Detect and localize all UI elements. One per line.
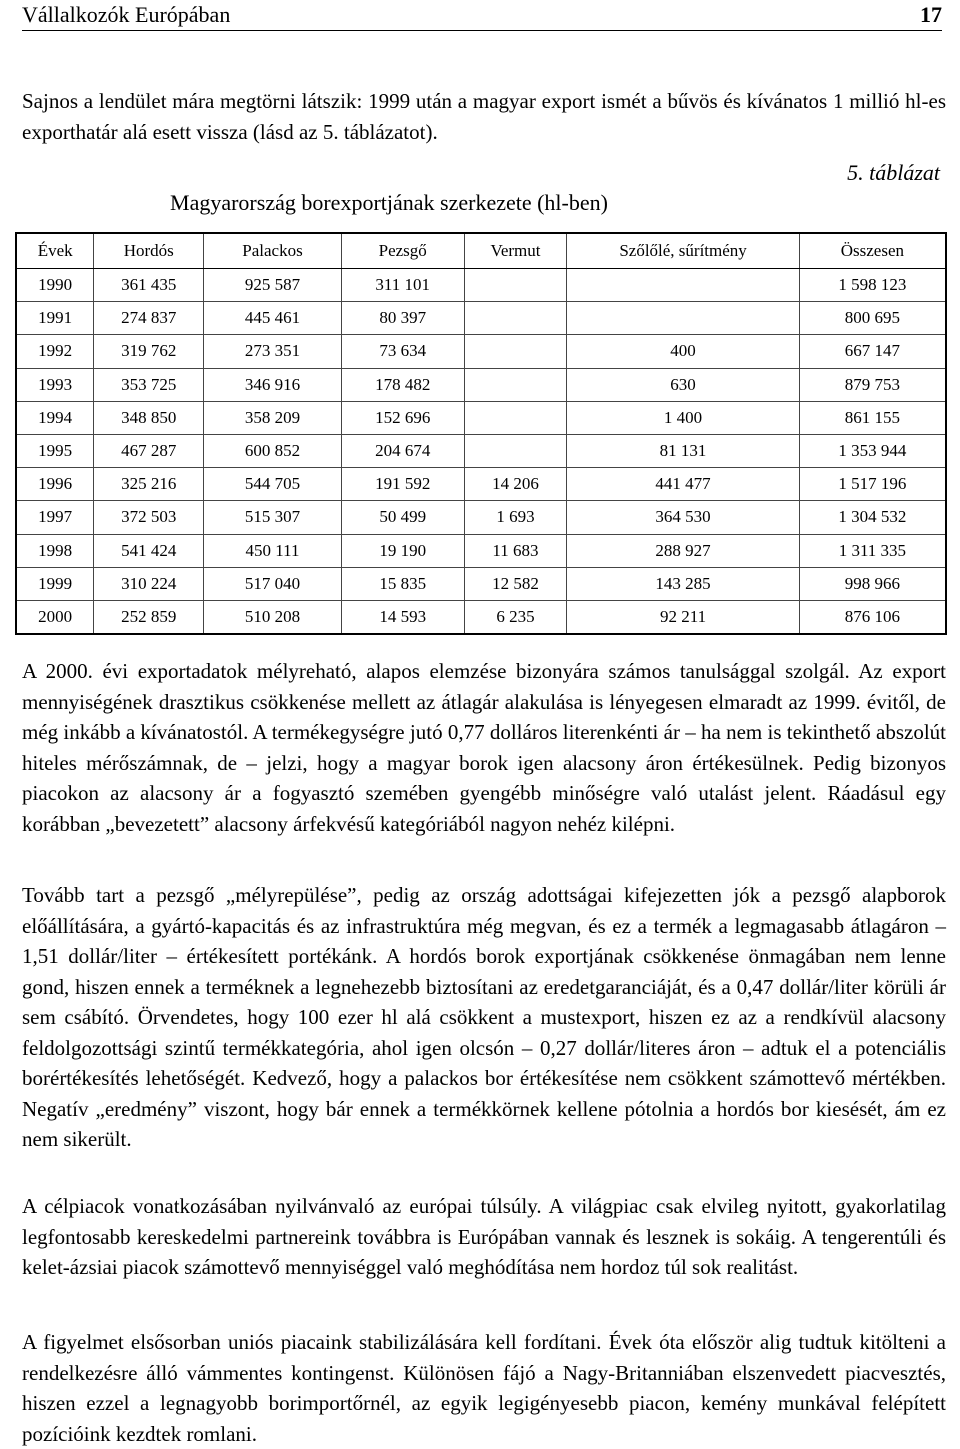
running-title: Vállalkozók Európában	[22, 2, 231, 27]
column-header: Szőlőlé, sűrítmény	[567, 233, 799, 269]
body-paragraph: A 2000. évi exportadatok mélyreható, alapos elemzése bizonyára számos tanulsággal szolgál. Az export mennyiségének drasztikus csökkenése mellett az átlagár alakulása is lényegesen elmaradt az 1999. évitől, de még inkább a kívánatostól. A termékegységre jutó 0,77 dolláros literenkénti ár – ha nem is tekinthető abszolút hiteles mérőszámnak, de – jelzi, hogy a magyar borok igen alacsony áron értékesülnek. Pedig bizonyos piacokon az alacsony ár a fogyasztó szemében gyengébb minőségre való utalást jelent. Ráadásul egy korábban „bevezetett” alacsony árfekvésű kategóriából nagyon nehéz kilépni.	[22, 659, 946, 836]
table-cell	[464, 368, 567, 401]
table-cell: 515 307	[204, 501, 342, 534]
table-row	[16, 501, 946, 534]
table-cell: 6 235	[464, 600, 567, 634]
table-cell: 445 461	[204, 302, 342, 335]
table-cell: 2000	[16, 600, 94, 634]
table-cell: 1992	[16, 335, 94, 368]
column-header: Palackos	[204, 233, 342, 269]
table-cell	[464, 269, 567, 302]
table-cell: 1997	[16, 501, 94, 534]
table-cell: 273 351	[204, 335, 342, 368]
table-row	[16, 434, 946, 467]
table-cell: 1 693	[464, 501, 567, 534]
table-cell: 544 705	[204, 468, 342, 501]
table-cell	[464, 401, 567, 434]
column-header: Évek	[16, 233, 94, 269]
table-cell: 361 435	[94, 269, 204, 302]
table-cell	[464, 302, 567, 335]
table-row	[16, 401, 946, 434]
table-cell: 667 147	[799, 335, 946, 368]
table-cell: 274 837	[94, 302, 204, 335]
table-cell: 372 503	[94, 501, 204, 534]
table-cell: 348 850	[94, 401, 204, 434]
table-cell: 1999	[16, 567, 94, 600]
table-cell: 191 592	[341, 468, 464, 501]
table-cell: 178 482	[341, 368, 464, 401]
table-cell: 1990	[16, 269, 94, 302]
table-cell: 1 517 196	[799, 468, 946, 501]
table-cell: 14 593	[341, 600, 464, 634]
table-cell: 288 927	[567, 534, 799, 567]
table-cell: 364 530	[567, 501, 799, 534]
body-paragraph: Tovább tart a pezsgő „mélyrepülése”, pedig az ország adottságai kifejezetten jók a pezsgő alapborok előállítására, a gyártó-kapacitás és az infrastruktúra még megvan, és ez a termék a legmagasabb átlagáron – 1,51 dollár/liter – értékesített portékánk. A hordós borok exportjának csökkenése önmagában nem lenne gond, hiszen ennek a terméknek a legnehezebb biztosítani az eredetgaranciáját, és a 0,47 dollár/liter körüli ár sem csábító. Örvendetes, hogy 100 ezer hl alá csökkent a mustexport, hiszen ez az a rendkívül alacsony feldolgozottsági szintű termékkategória, ahol igen olcsón – 0,27 dollár/literes áron – adtuk el a potenciális borértékesítés lehetőségét. Kedvező, hogy a palackos bor értékesítése nem csökkent számottevő mértékben. Negatív „eredmény” viszont, hogy bár ennek a termékkörnek kellene pótolnia a hordós bor kiesését, ám ez nem sikerült.	[22, 883, 946, 1151]
table-cell: 1994	[16, 401, 94, 434]
table-cell: 1 353 944	[799, 434, 946, 467]
table-cell: 12 582	[464, 567, 567, 600]
table-cell: 50 499	[341, 501, 464, 534]
table-cell: 319 762	[94, 335, 204, 368]
table-cell: 450 111	[204, 534, 342, 567]
table-cell: 80 397	[341, 302, 464, 335]
column-header: Vermut	[464, 233, 567, 269]
column-header: Pezsgő	[341, 233, 464, 269]
table-row	[16, 269, 946, 302]
table-row	[16, 567, 946, 600]
table-cell: 11 683	[464, 534, 567, 567]
table-cell: 73 634	[341, 335, 464, 368]
intro-paragraph: Sajnos a lendület mára megtörni látszik: 1999 után a magyar export ismét a bűvös és kívánatos 1 millió hl-es exporthatár alá esett vissza (lásd az 5. táblázatot).	[22, 89, 946, 144]
table-cell: 517 040	[204, 567, 342, 600]
table-cell: 19 190	[341, 534, 464, 567]
table-title-wrapper	[0, 190, 960, 216]
table-cell: 325 216	[94, 468, 204, 501]
table-cell	[567, 269, 799, 302]
table-cell: 1 598 123	[799, 269, 946, 302]
table-cell: 1993	[16, 368, 94, 401]
table-cell: 400	[567, 335, 799, 368]
export-table	[15, 232, 947, 635]
table-cell: 310 224	[94, 567, 204, 600]
table-row	[16, 534, 946, 567]
table-cell: 92 211	[567, 600, 799, 634]
table-cell: 152 696	[341, 401, 464, 434]
table-cell	[464, 434, 567, 467]
body-paragraph: A figyelmet elsősorban uniós piacaink stabilizálására kell fordítani. Évek óta először alig tudtuk kitölteni a rendelkezésre álló vámmentes kontingenst. Különösen fájó a Nagy-Britanniában elszenvedett piacvesztés, hiszen ezzel a legnagyobb borimportőrnél, az egyik legigényesebb piacon, kemény munkával felépített pozícióink kezdtek romlani.	[22, 1330, 946, 1446]
table-cell: 925 587	[204, 269, 342, 302]
table-cell: 1998	[16, 534, 94, 567]
table-cell: 252 859	[94, 600, 204, 634]
table-row	[16, 600, 946, 634]
page-header	[22, 0, 942, 31]
table-title: Magyarország borexportjának szerkezete (hl-ben)	[170, 190, 608, 215]
table-cell: 353 725	[94, 368, 204, 401]
table-cell: 15 835	[341, 567, 464, 600]
table-cell: 1991	[16, 302, 94, 335]
column-header: Hordós	[94, 233, 204, 269]
table-cell: 81 131	[567, 434, 799, 467]
table-cell: 876 106	[799, 600, 946, 634]
table-cell: 143 285	[567, 567, 799, 600]
body-paragraph: A célpiacok vonatkozásában nyilvánvaló az európai túlsúly. A világpiac csak elvileg nyitott, gyakorlatilag legfontosabb kereskedelmi partnereink továbbra is Európában vannak és lesznek is sokáig. A tengerentúli és kelet-ázsiai piacok számottevő mennyiséggel való meghódítása nem hordoz túl sok realitást.	[22, 1194, 946, 1279]
table-cell: 879 753	[799, 368, 946, 401]
table-cell: 861 155	[799, 401, 946, 434]
column-header: Összesen	[799, 233, 946, 269]
table-cell: 600 852	[204, 434, 342, 467]
table-cell: 998 966	[799, 567, 946, 600]
table-cell: 541 424	[94, 534, 204, 567]
table-cell: 630	[567, 368, 799, 401]
table-cell	[464, 335, 567, 368]
table-cell: 14 206	[464, 468, 567, 501]
table-cell: 358 209	[204, 401, 342, 434]
table-cell: 1995	[16, 434, 94, 467]
table-cell	[567, 302, 799, 335]
table-body	[16, 269, 946, 635]
table-row	[16, 468, 946, 501]
table-cell: 311 101	[341, 269, 464, 302]
table-header-row	[16, 233, 946, 269]
table-cell: 1 304 532	[799, 501, 946, 534]
table-cell: 800 695	[799, 302, 946, 335]
table-cell: 1 400	[567, 401, 799, 434]
table-cell: 467 287	[94, 434, 204, 467]
table-cell: 510 208	[204, 600, 342, 634]
page-number: 17	[920, 2, 942, 27]
table-row	[16, 368, 946, 401]
table-cell: 1996	[16, 468, 94, 501]
table-cell: 1 311 335	[799, 534, 946, 567]
table-row	[16, 335, 946, 368]
table-row	[16, 302, 946, 335]
table-cell: 441 477	[567, 468, 799, 501]
table-cell: 346 916	[204, 368, 342, 401]
table-cell: 204 674	[341, 434, 464, 467]
table-caption: 5. táblázat	[847, 160, 940, 185]
